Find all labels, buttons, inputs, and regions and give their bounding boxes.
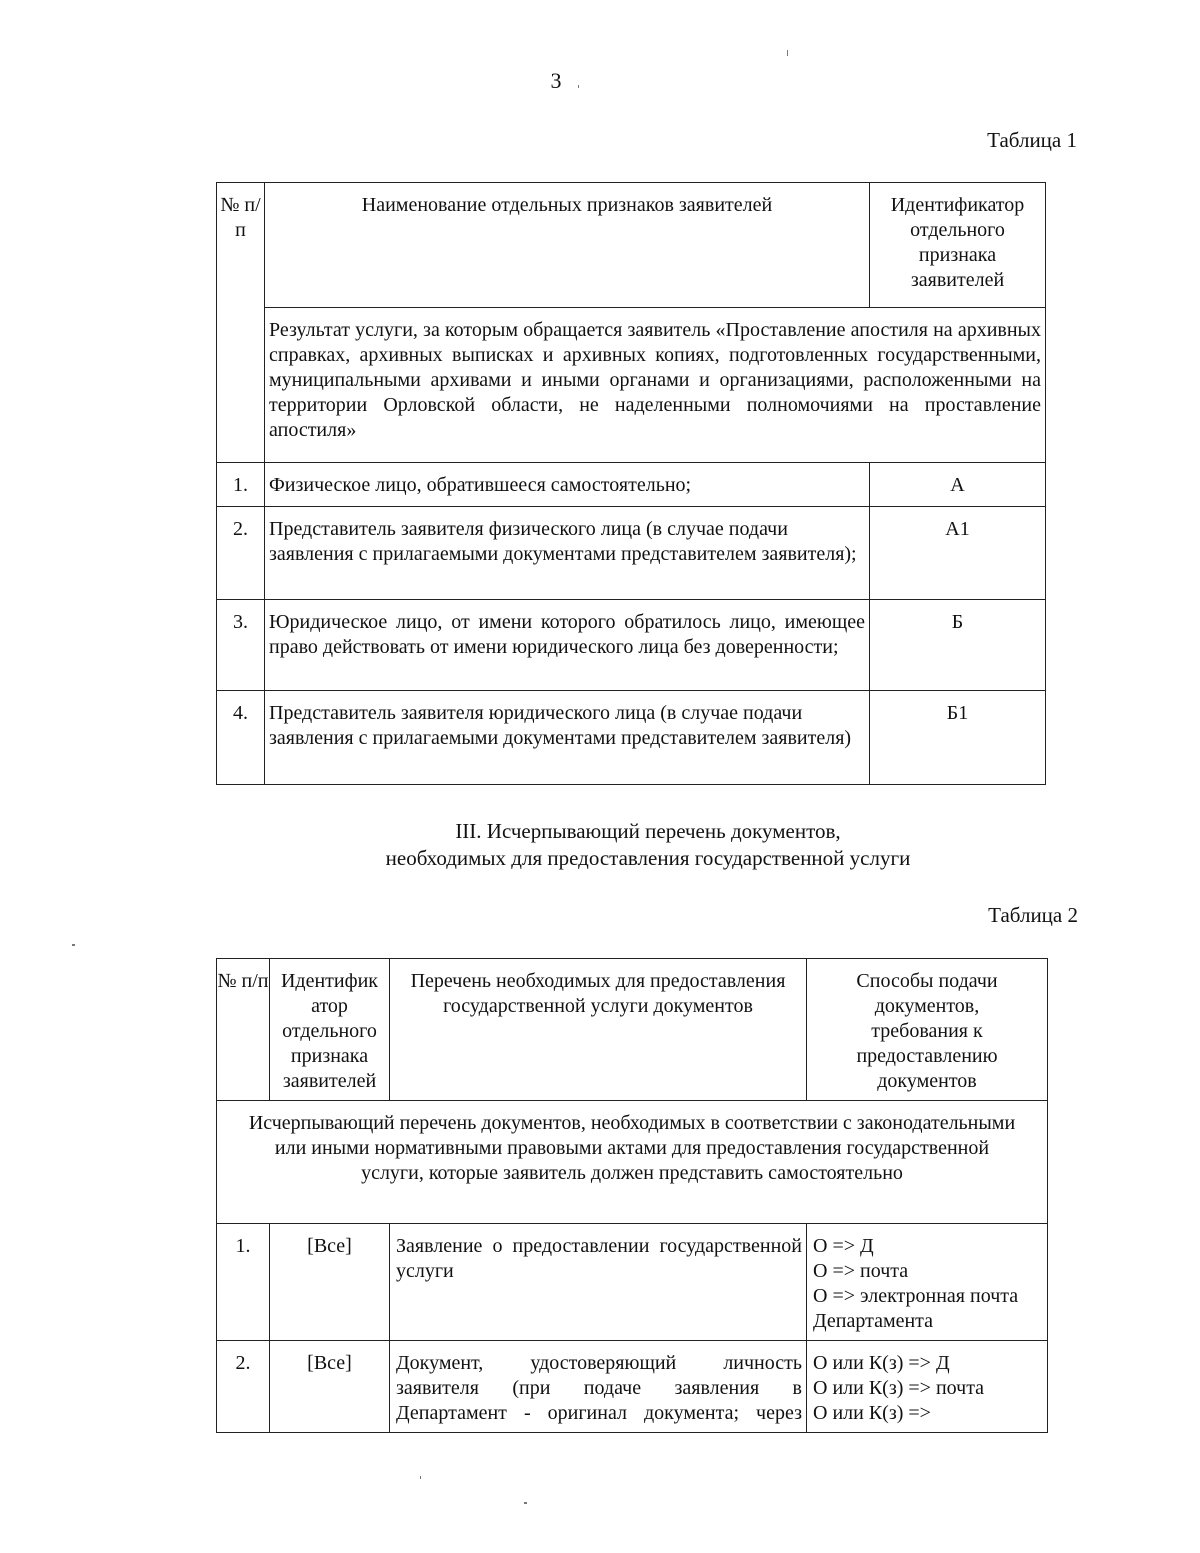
table1-row3-id: Б	[870, 600, 1046, 691]
table-row	[217, 600, 1046, 691]
documents-table	[216, 958, 1048, 1433]
method-line: О => Д	[813, 1235, 874, 1257]
method-line: О или К(з) => почта	[813, 1377, 985, 1399]
table2-header-num: № п/п	[217, 959, 270, 1101]
table2-row1-doc: Заявление о предоставлении государственной услуги	[390, 1224, 807, 1341]
table1-row1-id: А	[870, 463, 1046, 507]
section-heading-line1: III. Исчерпывающий перечень документов,	[455, 819, 841, 843]
table2-section-row	[217, 1101, 1048, 1224]
table2-row1-num: 1.	[217, 1224, 270, 1341]
table1-row4-num: 4.	[217, 691, 265, 785]
table-row	[217, 463, 1046, 507]
table1-row3-num: 3.	[217, 600, 265, 691]
table2-header-docs: Перечень необходимых для предоставления государственной услуги документов	[390, 959, 807, 1101]
table1-header-id: Идентификатор отдельного признака заявителей	[870, 183, 1046, 308]
table1-header-name: Наименование отдельных признаков заявителей	[265, 183, 870, 308]
table2-header-methods: Способы подачи документов, требования к предоставлению документов	[807, 959, 1048, 1101]
table1-caption: Таблица 1	[987, 128, 1077, 152]
table-row	[217, 507, 1046, 600]
page-number: 3	[550, 68, 562, 93]
scan-speck	[578, 85, 579, 88]
method-line: О => почта	[813, 1260, 909, 1282]
table2-section-text: Исчерпывающий перечень документов, необходимых в соответствии с законодательными или иными нормативными правовыми актами для предоставления государственной услуги, которые заявитель должен представить самостоятельно	[217, 1101, 1048, 1224]
scan-speck	[524, 1502, 527, 1504]
section-heading	[48, 818, 1200, 872]
table2-row1-id: [Все]	[270, 1224, 390, 1341]
table1-result-row	[217, 308, 1046, 463]
section-heading-line2: необходимых для предоставления государственной услуги	[385, 846, 911, 870]
table2-header-row	[217, 959, 1048, 1101]
table1-row1-name: Физическое лицо, обратившееся самостоятельно;	[265, 463, 870, 507]
table1-row4-id: Б1	[870, 691, 1046, 785]
table1-row1-num: 1.	[217, 463, 265, 507]
method-line: О или К(з) =>	[813, 1402, 931, 1424]
table1-result-text: Результат услуги, за которым обращается заявитель «Проставление апостиля на архивных справках, архивных выписках и архивных копиях, подготовленных государственными, муниципальными архивами и иными органами и организациями, расположенными на территории Орловской области, не наделенными полномочиями на проставление апостиля»	[265, 308, 1046, 463]
table1-row4-name: Представитель заявителя юридического лица (в случае подачи заявления с прилагаемыми документами представителем заявителя)	[265, 691, 870, 785]
table1-row2-id: А1	[870, 507, 1046, 600]
table2-row2-id: [Все]	[270, 1341, 390, 1433]
scan-speck	[72, 944, 75, 946]
table2-row2-methods	[807, 1341, 1048, 1433]
table1-row3-name: Юридическое лицо, от имени которого обратилось лицо, имеющее право действовать от имени юридического лица без доверенности;	[265, 600, 870, 691]
table-row	[217, 1341, 1048, 1433]
table-row	[217, 691, 1046, 785]
table2-row2-doc: Документ, удостоверяющий личность заявителя (при подаче заявления в Департамент - оригинал документа; через	[390, 1341, 807, 1433]
table-row	[217, 1224, 1048, 1341]
scan-speck	[787, 50, 788, 56]
table2-row1-methods	[807, 1224, 1048, 1341]
table2-row2-num: 2.	[217, 1341, 270, 1433]
table1-row2-num: 2.	[217, 507, 265, 600]
table2-header-id: Идентифик атор отдельного признака заявителей	[270, 959, 390, 1101]
method-line: О => электронная почта Департамента	[813, 1285, 1019, 1332]
method-line: О или К(з) => Д	[813, 1352, 950, 1374]
scan-speck	[420, 1476, 421, 1479]
table1-header-num: № п/п	[217, 183, 265, 463]
applicant-features-table	[216, 182, 1046, 785]
table2-caption: Таблица 2	[988, 903, 1078, 927]
table1-row2-name: Представитель заявителя физического лица (в случае подачи заявления с прилагаемыми документами представителем заявителя);	[265, 507, 870, 600]
table1-header-row	[217, 183, 1046, 308]
